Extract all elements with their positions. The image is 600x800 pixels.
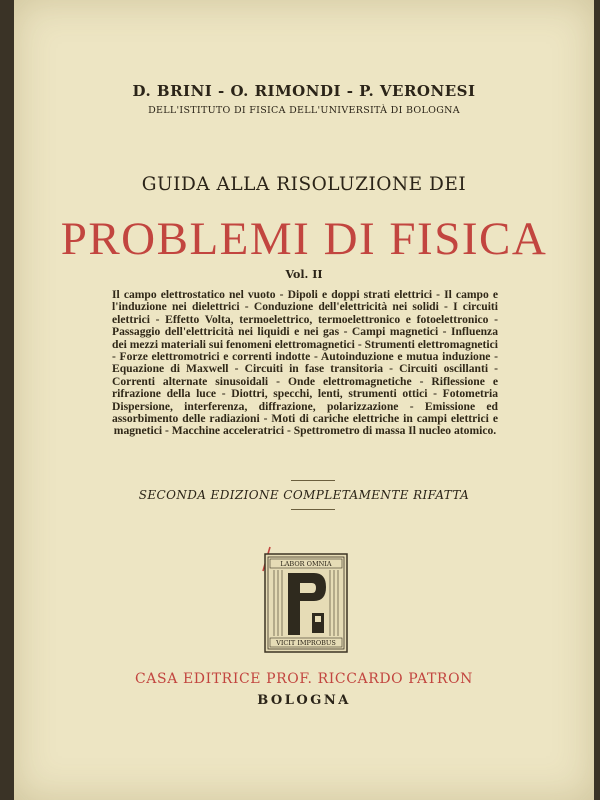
divider-top — [291, 480, 335, 481]
volume-label: Vol. II — [285, 268, 323, 281]
publisher-emblem-icon — [264, 553, 348, 653]
publisher-city: BOLOGNA — [257, 693, 351, 708]
book-cover — [14, 0, 594, 800]
logo-top-text: LABOR OMNIA — [280, 560, 332, 568]
edition-note: SECONDA EDIZIONE COMPLETAMENTE RIFATTA — [138, 488, 470, 502]
subtitle: GUIDA ALLA RISOLUZIONE DEI — [141, 174, 467, 195]
divider-bottom — [291, 509, 335, 510]
affiliation: DELL'ISTITUTO DI FISICA DELL'UNIVERSITÀ DI BOLOGNA — [148, 105, 460, 116]
book-title: PROBLEMI DI FISICA — [60, 213, 548, 265]
logo-bottom-text: VICIT IMPROBUS — [276, 639, 336, 647]
authors: D. BRINI - O. RIMONDI - P. VERONESI — [132, 82, 476, 100]
publisher-name: CASA EDITRICE PROF. RICCARDO PATRON — [135, 671, 473, 687]
table-of-contents: Il campo elettrostatico nel vuoto - Dipoli e doppi strati elettrici - Il campo e l'induzione nei dielettrici - Conduzione dell'elettricità nei solidi - I circuiti elettrici - Effetto Volta, termoelettrico, termoelettronico e fotoelettronico - Passaggio dell'elettricità nei liquidi e nei gas - Campi magnetici - Influenza dei mezzi materiali sui fenomeni elettromagnetici - Strumenti elettromagnetici - Forze elettromotrici e correnti indotte - Autoinduzione e mutua induzione - Equazione di Maxwell - Circuiti in fase transitoria - Circuiti oscillanti - Correnti alternate sinusoidali - Onde elettromagnetiche - Riflessione e rifrazione della luce - Diottri, specchi, lenti, strumenti ottici - Fotometria Dispersione, interferenza, diffrazione, polarizzazione - Emissione ed assorbimento delle radiazioni - Moti di cariche elettriche in campi elettrici e magnetici - Macchine acceleratrici - Spettrometro di massa Il nucleo atomico. — [112, 288, 498, 438]
